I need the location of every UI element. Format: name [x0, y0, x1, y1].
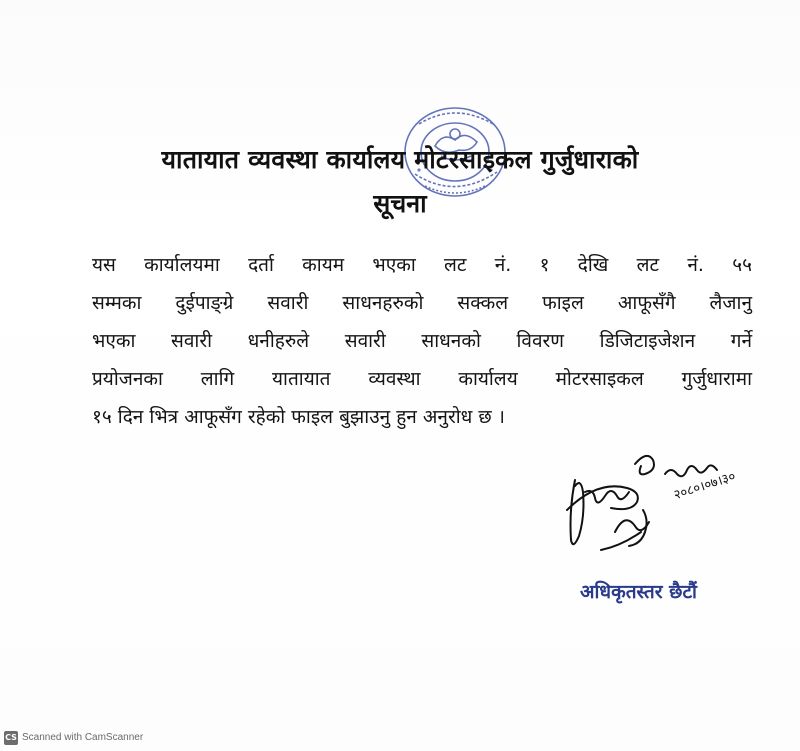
notice-body-line: यस कार्यालयमा दर्ता कायम भएका लट नं. १ देखि लट नं. ५५ [92, 254, 752, 276]
notice-body-line: भएका सवारी धनीहरुले सवारी साधनको विवरण डिजिटाइजेशन गर्ने [92, 330, 752, 352]
notice-body-line: १५ दिन भित्र आफूसँग रहेको फाइल बुझाउनु हुन अनुरोध छ । [92, 406, 505, 428]
notice-title: यातायात व्यवस्था कार्यालय मोटरसाइकल गुर्जुधाराको [161, 145, 639, 174]
camscanner-logo: CS [4, 731, 18, 745]
signatory-designation: अधिकृतस्तर छैटौं [580, 581, 697, 603]
signature-date: २०८०।०७।३० [672, 469, 738, 504]
handwritten-signature [545, 440, 745, 565]
notice-subtitle: सूचना [373, 189, 427, 218]
notice-body-line: सम्मका दुईपाङ्ग्रे सवारी साधनहरुको सक्कल फाइल आफूसँगै लैजानु [92, 292, 752, 314]
scanner-watermark: Scanned with CamScanner [22, 732, 144, 743]
notice-body [92, 246, 752, 436]
notice-body-line: प्रयोजनका लागि यातायात व्यवस्था कार्यालय मोटरसाइकल गुर्जुधारामा [92, 368, 752, 390]
